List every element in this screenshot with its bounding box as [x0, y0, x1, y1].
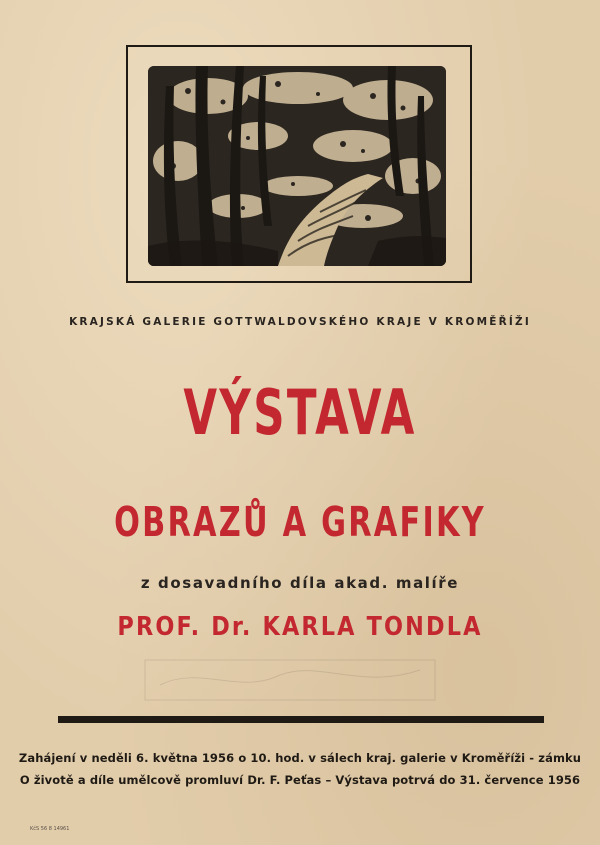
- printer-mark: KčS 56 8 14961: [30, 826, 70, 832]
- divider-rule: [58, 716, 544, 723]
- author-name: PROF. Dr. KARLA TONDLA: [117, 612, 483, 642]
- gallery-name: KRAJSKÁ GALERIE GOTTWALDOVSKÉHO KRAJE V KROMĚŘÍŽI: [69, 316, 531, 328]
- woodcut-forest-image: [148, 66, 446, 266]
- opening-info: Zahájení v neděli 6. května 1956 o 10. hod. v sálech kraj. galerie v Kroměříži - zámku: [18, 751, 582, 765]
- exhibition-title: VÝSTAVA: [183, 376, 417, 449]
- faint-bleed-through-sketch: [140, 655, 440, 705]
- lecture-info: O životě a díle umělcově promluví Dr. F. Peťas – Výstava potrvá do 31. července 1956: [19, 773, 581, 787]
- exhibition-subtitle: OBRAZŮ A GRAFIKY: [114, 498, 486, 546]
- from-work-line: z dosavadního díla akad. malíře: [140, 574, 460, 592]
